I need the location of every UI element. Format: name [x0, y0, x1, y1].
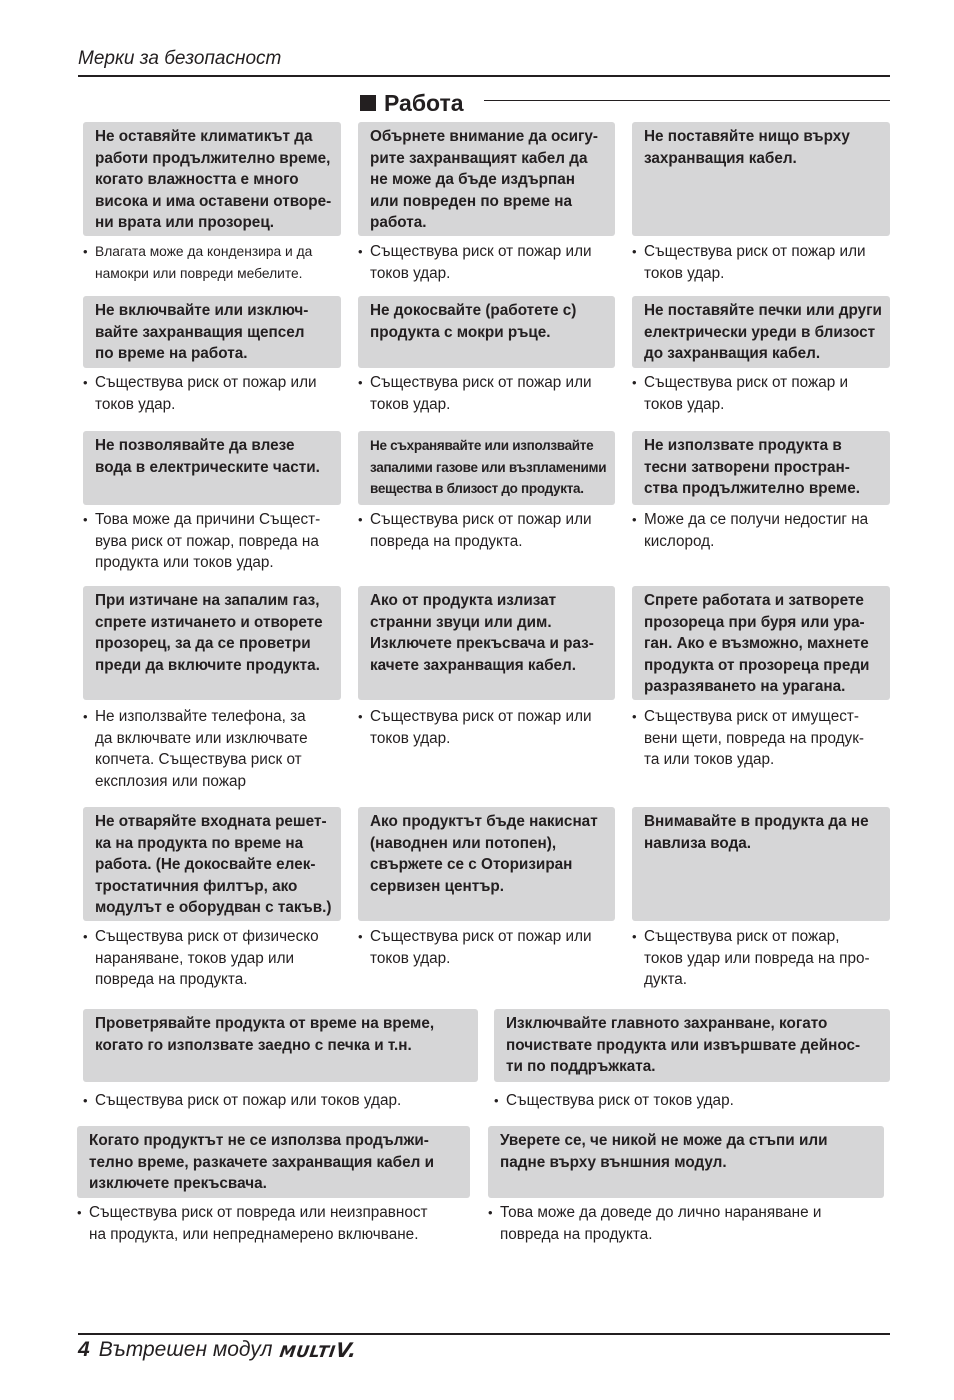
warning-box: Не докосвайте (работете с) продукта с мокри ръце. [358, 296, 615, 368]
warning-note: • Съществува риск от повреда или неизправност на продукта, или непреднамерено включване. [77, 1204, 428, 1243]
warning-note: • Съществува риск от токов удар. [494, 1092, 734, 1109]
warning-box: Изключвайте главното захранване, когато почиствате продукта или извършвате дейнос- ти по поддръжката. [494, 1009, 890, 1082]
warning-note: • Съществува риск от пожар или токов удар. [83, 1092, 402, 1109]
section-title: Работа [384, 89, 464, 116]
warning-note: • Съществува риск от физическо нараняване, токов удар или повреда на продукта. [83, 928, 319, 989]
footer-divider [78, 1333, 890, 1335]
warning-note: • Съществува риск от имущест- вени щети, повреда на продук- та или токов удар. [632, 708, 864, 769]
warning-note: • Съществува риск от пожар или токов удар. [358, 243, 592, 282]
warning-box: Ако продуктът бъде накиснат (наводнен или потопен), свържете се с Оторизиран сервизен център. [358, 807, 615, 921]
warning-note: • Съществува риск от пожар или токов удар. [358, 928, 592, 967]
square-bullet-icon [360, 95, 376, 111]
warning-note: • Може да се получи недостиг на кислород. [632, 511, 869, 550]
warning-box: Внимавайте в продукта да не навлиза вода. [632, 807, 890, 921]
warning-box: Не позволявайте да влезе вода в електрическите части. [83, 431, 341, 505]
warning-box: Не поставяйте печки или други електрически уреди в близост до захранващия кабел. [632, 296, 890, 368]
warning-note: • Съществува риск от пожар или повреда на продукта. [358, 511, 592, 550]
warning-box: Не отваряйте входната решет- ка на продукта по време на работа. (Не докосвайте елек- тростатичния филтър, ако модулът е оборудван с такъв.) [83, 807, 341, 921]
warning-note: • Съществува риск от пожар или токов удар. [358, 708, 592, 747]
section-heading [360, 88, 464, 118]
warning-note: • Съществува риск от пожар или токов удар. [83, 374, 317, 413]
warning-note: • Съществува риск от пожар или токов удар. [632, 243, 866, 282]
warning-box: Не включвайте или изключ- вайте захранващия щепсел по време на работа. [83, 296, 341, 368]
header-divider [78, 75, 890, 77]
warning-box: Ако от продукта излизат странни звуци или дим. Изключете прекъсвача и раз- качете захранващия кабел. [358, 586, 615, 700]
warning-box: Не поставяйте нищо върху захранващия кабел. [632, 122, 890, 236]
multi-v-logo: MULTIV. [278, 1338, 359, 1362]
warning-note: • Не използвайте телефона, за да включвате или изключвате копчета. Съществува риск от експлозия или пожар [83, 708, 308, 790]
warning-box: Не съхранявайте или използвайте запалими газове или възпламеними вещества в близост до продукта. [358, 431, 615, 505]
warning-box: Проветрявайте продукта от време на време, когато го използвате заедно с печка и т.н. [83, 1009, 478, 1082]
warning-note: • Съществува риск от пожар или токов удар. [358, 374, 592, 413]
warning-note: • Съществува риск от пожар и токов удар. [632, 374, 849, 413]
page-number: 4 [78, 1338, 90, 1361]
warning-note: • Влагата може да кондензира и да намокри или повреди мебелите. [83, 244, 313, 281]
warning-box: Когато продуктът не се използва продължи- телно време, разкачете захранващия кабел и изключете прекъсвача. [77, 1126, 470, 1198]
warning-box: Обърнете внимание да осигу- рите захранващият кабел да не може да бъде издърпан или повреден по време на работа. [358, 122, 615, 236]
warning-box: Не използвате продукта в тесни затворени простран- ства продължително време. [632, 431, 890, 505]
warning-note: • Това може да причини Същест- вува риск от пожар, повреда на продукта или токов удар. [83, 511, 321, 572]
warning-box: Спрете работата и затворете прозореца при буря или ура- ган. Ако е възможно, махнете продукта от прозореца преди разразяването на урагана. [632, 586, 890, 700]
warning-box: Не оставяйте климатикът да работи продължително време, когато влажността е много висока и има оставени отворе- ни врата или прозорец. [83, 122, 341, 236]
warning-note: • Това може да доведе до лично нараняване и повреда на продукта. [488, 1204, 822, 1243]
page-header: Мерки за безопасност [78, 48, 282, 69]
page-footer [78, 1337, 357, 1363]
footer-title: Вътрешен модул [98, 1338, 273, 1361]
warning-box: При изтичане на запалим газ, спрете изтичането и отворете прозорец, за да се проветри преди да включите продукта. [83, 586, 341, 700]
warning-note: • Съществува риск от пожар, токов удар или повреда на про- дукта. [632, 928, 870, 989]
section-divider [484, 100, 890, 101]
warning-box: Уверете се, че никой не може да стъпи или падне върху външния модул. [488, 1126, 884, 1198]
